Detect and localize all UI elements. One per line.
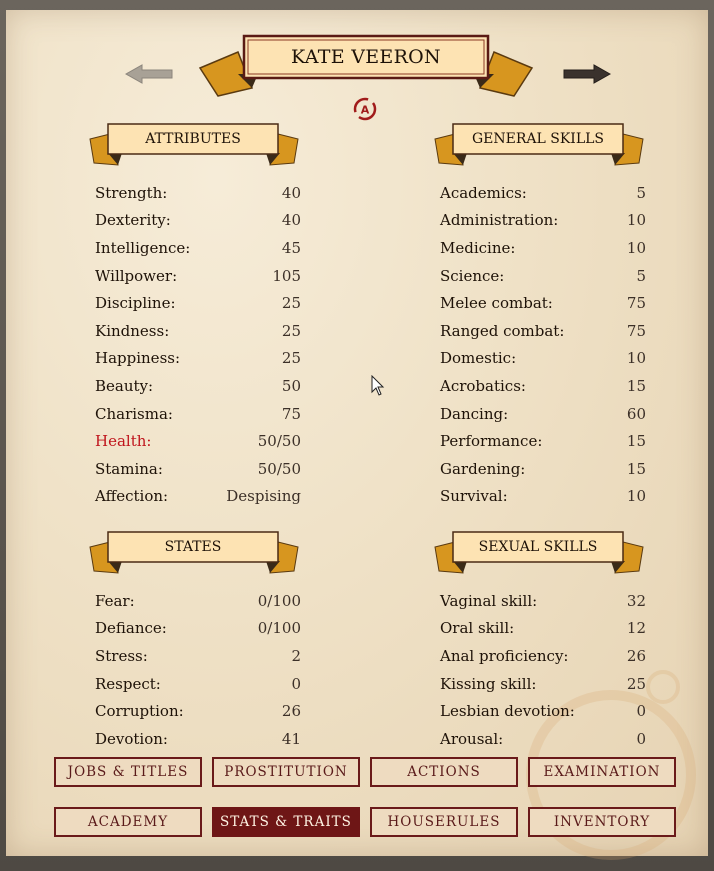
sexual-skill-row [440,587,646,615]
mouse-pointer-icon [371,375,385,397]
stat-value: 32 [626,591,646,610]
stat-label: Anal proficiency: [440,646,569,665]
stat-value: Despising [226,487,301,506]
stat-label: Discipline: [95,294,176,313]
sexual-skill-row [440,642,646,670]
stat-value: 0/100 [257,619,301,638]
stat-value: 40 [281,183,301,202]
states-banner [88,531,300,577]
skill-row-acrobatics [440,372,646,400]
stat-label: Ranged combat: [440,321,565,340]
states-list [95,587,301,753]
stat-value: 5 [636,183,646,202]
houserules-button[interactable]: HOUSERULES [370,807,518,837]
state-row-defiance [95,615,301,643]
stat-value: 45 [281,238,301,257]
stat-row-charisma [95,400,301,428]
stat-value: 41 [281,729,301,748]
stat-value: 0 [636,729,646,748]
stat-label: Intelligence: [95,238,191,257]
stat-row-happiness [95,345,301,373]
stat-label: Lesbian devotion: [440,702,575,721]
sexual-skill-row [440,670,646,698]
stat-label: Gardening: [440,459,526,478]
stat-value: 25 [281,294,301,313]
attributes-list [95,179,301,510]
stat-value: 10 [626,487,646,506]
prostitution-button[interactable]: PROSTITUTION [212,757,360,787]
stat-row-strength [95,179,301,207]
auto-cycle-icon[interactable] [350,96,380,122]
stat-label: Vaginal skill: [440,591,538,610]
stat-label: Administration: [440,211,559,230]
stat-row-dexterity [95,207,301,235]
prev-character-arrow-icon[interactable] [124,63,174,85]
state-row-stress [95,642,301,670]
stat-row-kindness [95,317,301,345]
stat-value: 25 [281,321,301,340]
stat-value: 10 [626,349,646,368]
stat-value: 75 [281,404,301,423]
skill-row-performance [440,427,646,455]
skill-row-academics [440,179,646,207]
state-row-devotion [95,725,301,753]
stat-label: Arousal: [440,729,504,748]
stat-label: Kissing skill: [440,674,537,693]
stat-row-stamina [95,455,301,483]
stat-label: Respect: [95,674,161,693]
stat-value: 26 [281,702,301,721]
stat-row-health [95,427,301,455]
stat-label: Dancing: [440,404,509,423]
skill-row-melee-combat [440,289,646,317]
stat-label: Oral skill: [440,619,515,638]
stat-value: 5 [636,266,646,285]
stat-value: 75 [626,294,646,313]
stat-value: 0/100 [257,591,301,610]
stat-label: Strength: [95,183,168,202]
attributes-banner [88,123,300,169]
stat-value: 25 [626,674,646,693]
stat-label: Stress: [95,646,148,665]
state-row-fear [95,587,301,615]
stat-row-affection [95,483,301,511]
skill-row-gardening [440,455,646,483]
stat-label: Domestic: [440,349,517,368]
stat-value: 2 [291,646,301,665]
stat-label: Melee combat: [440,294,553,313]
stat-row-willpower [95,262,301,290]
stat-value: 12 [626,619,646,638]
stat-value: 15 [626,459,646,478]
sexual-skill-row [440,697,646,725]
sexual-skills-title: SEXUAL SKILLS [478,539,598,555]
stat-value: 15 [626,376,646,395]
skill-row-survival [440,483,646,511]
stat-value: 26 [626,646,646,665]
stat-label: Beauty: [95,376,154,395]
stat-label: Corruption: [95,702,184,721]
sexual-skill-row [440,615,646,643]
stat-value: 75 [626,321,646,340]
skill-row-ranged-combat [440,317,646,345]
skill-row-science [440,262,646,290]
stat-label: Academics: [440,183,527,202]
inventory-button[interactable]: INVENTORY [528,807,676,837]
stat-value: 10 [626,238,646,257]
stat-value: 0 [636,702,646,721]
character-name: KATE VEERON [291,46,441,68]
state-row-corruption [95,697,301,725]
sexual-skills-banner [433,531,645,577]
stat-label: Dexterity: [95,211,171,230]
stat-row-discipline [95,289,301,317]
jobs-titles-button[interactable]: JOBS & TITLES [54,757,202,787]
coffee-stain-small [646,670,680,704]
stat-value: 15 [626,432,646,451]
stat-label: Medicine: [440,238,516,257]
sexual-skills-list [440,587,646,753]
stat-value: 105 [272,266,301,285]
skill-row-medicine [440,234,646,262]
state-row-respect [95,670,301,698]
skill-row-dancing [440,400,646,428]
stat-label: Science: [440,266,505,285]
character-name-banner [198,34,534,104]
states-title: STATES [164,539,222,555]
stat-label: Health: [95,432,152,451]
examination-button[interactable]: EXAMINATION [528,757,676,787]
stat-label: Kindness: [95,321,170,340]
next-character-arrow-icon[interactable] [562,63,612,85]
stat-row-beauty [95,372,301,400]
stat-label: Affection: [95,487,169,506]
general-skills-banner [433,123,645,169]
stat-label: Performance: [440,432,543,451]
academy-button[interactable]: ACADEMY [54,807,202,837]
sexual-skill-row [440,725,646,753]
skill-row-domestic [440,345,646,373]
actions-button[interactable]: ACTIONS [370,757,518,787]
stat-label: Devotion: [95,729,168,748]
skill-row-administration [440,207,646,235]
stat-label: Defiance: [95,619,167,638]
stat-label: Survival: [440,487,508,506]
stats-traits-button[interactable]: STATS & TRAITS [212,807,360,837]
stat-value: 60 [626,404,646,423]
stat-value: 10 [626,211,646,230]
stat-value: 50/50 [257,459,301,478]
stat-label: Acrobatics: [440,376,526,395]
stat-label: Charisma: [95,404,173,423]
general-skills-list [440,179,646,510]
stat-row-intelligence [95,234,301,262]
stat-value: 0 [291,674,301,693]
stat-value: 25 [281,349,301,368]
attributes-title: ATTRIBUTES [145,131,241,147]
stat-value: 50 [281,376,301,395]
stat-label: Stamina: [95,459,163,478]
stat-label: Fear: [95,591,135,610]
stat-label: Willpower: [95,266,178,285]
svg-text:A: A [360,103,370,117]
stat-value: 50/50 [257,432,301,451]
general-skills-title: GENERAL SKILLS [471,131,605,147]
stat-value: 40 [281,211,301,230]
stat-label: Happiness: [95,349,181,368]
